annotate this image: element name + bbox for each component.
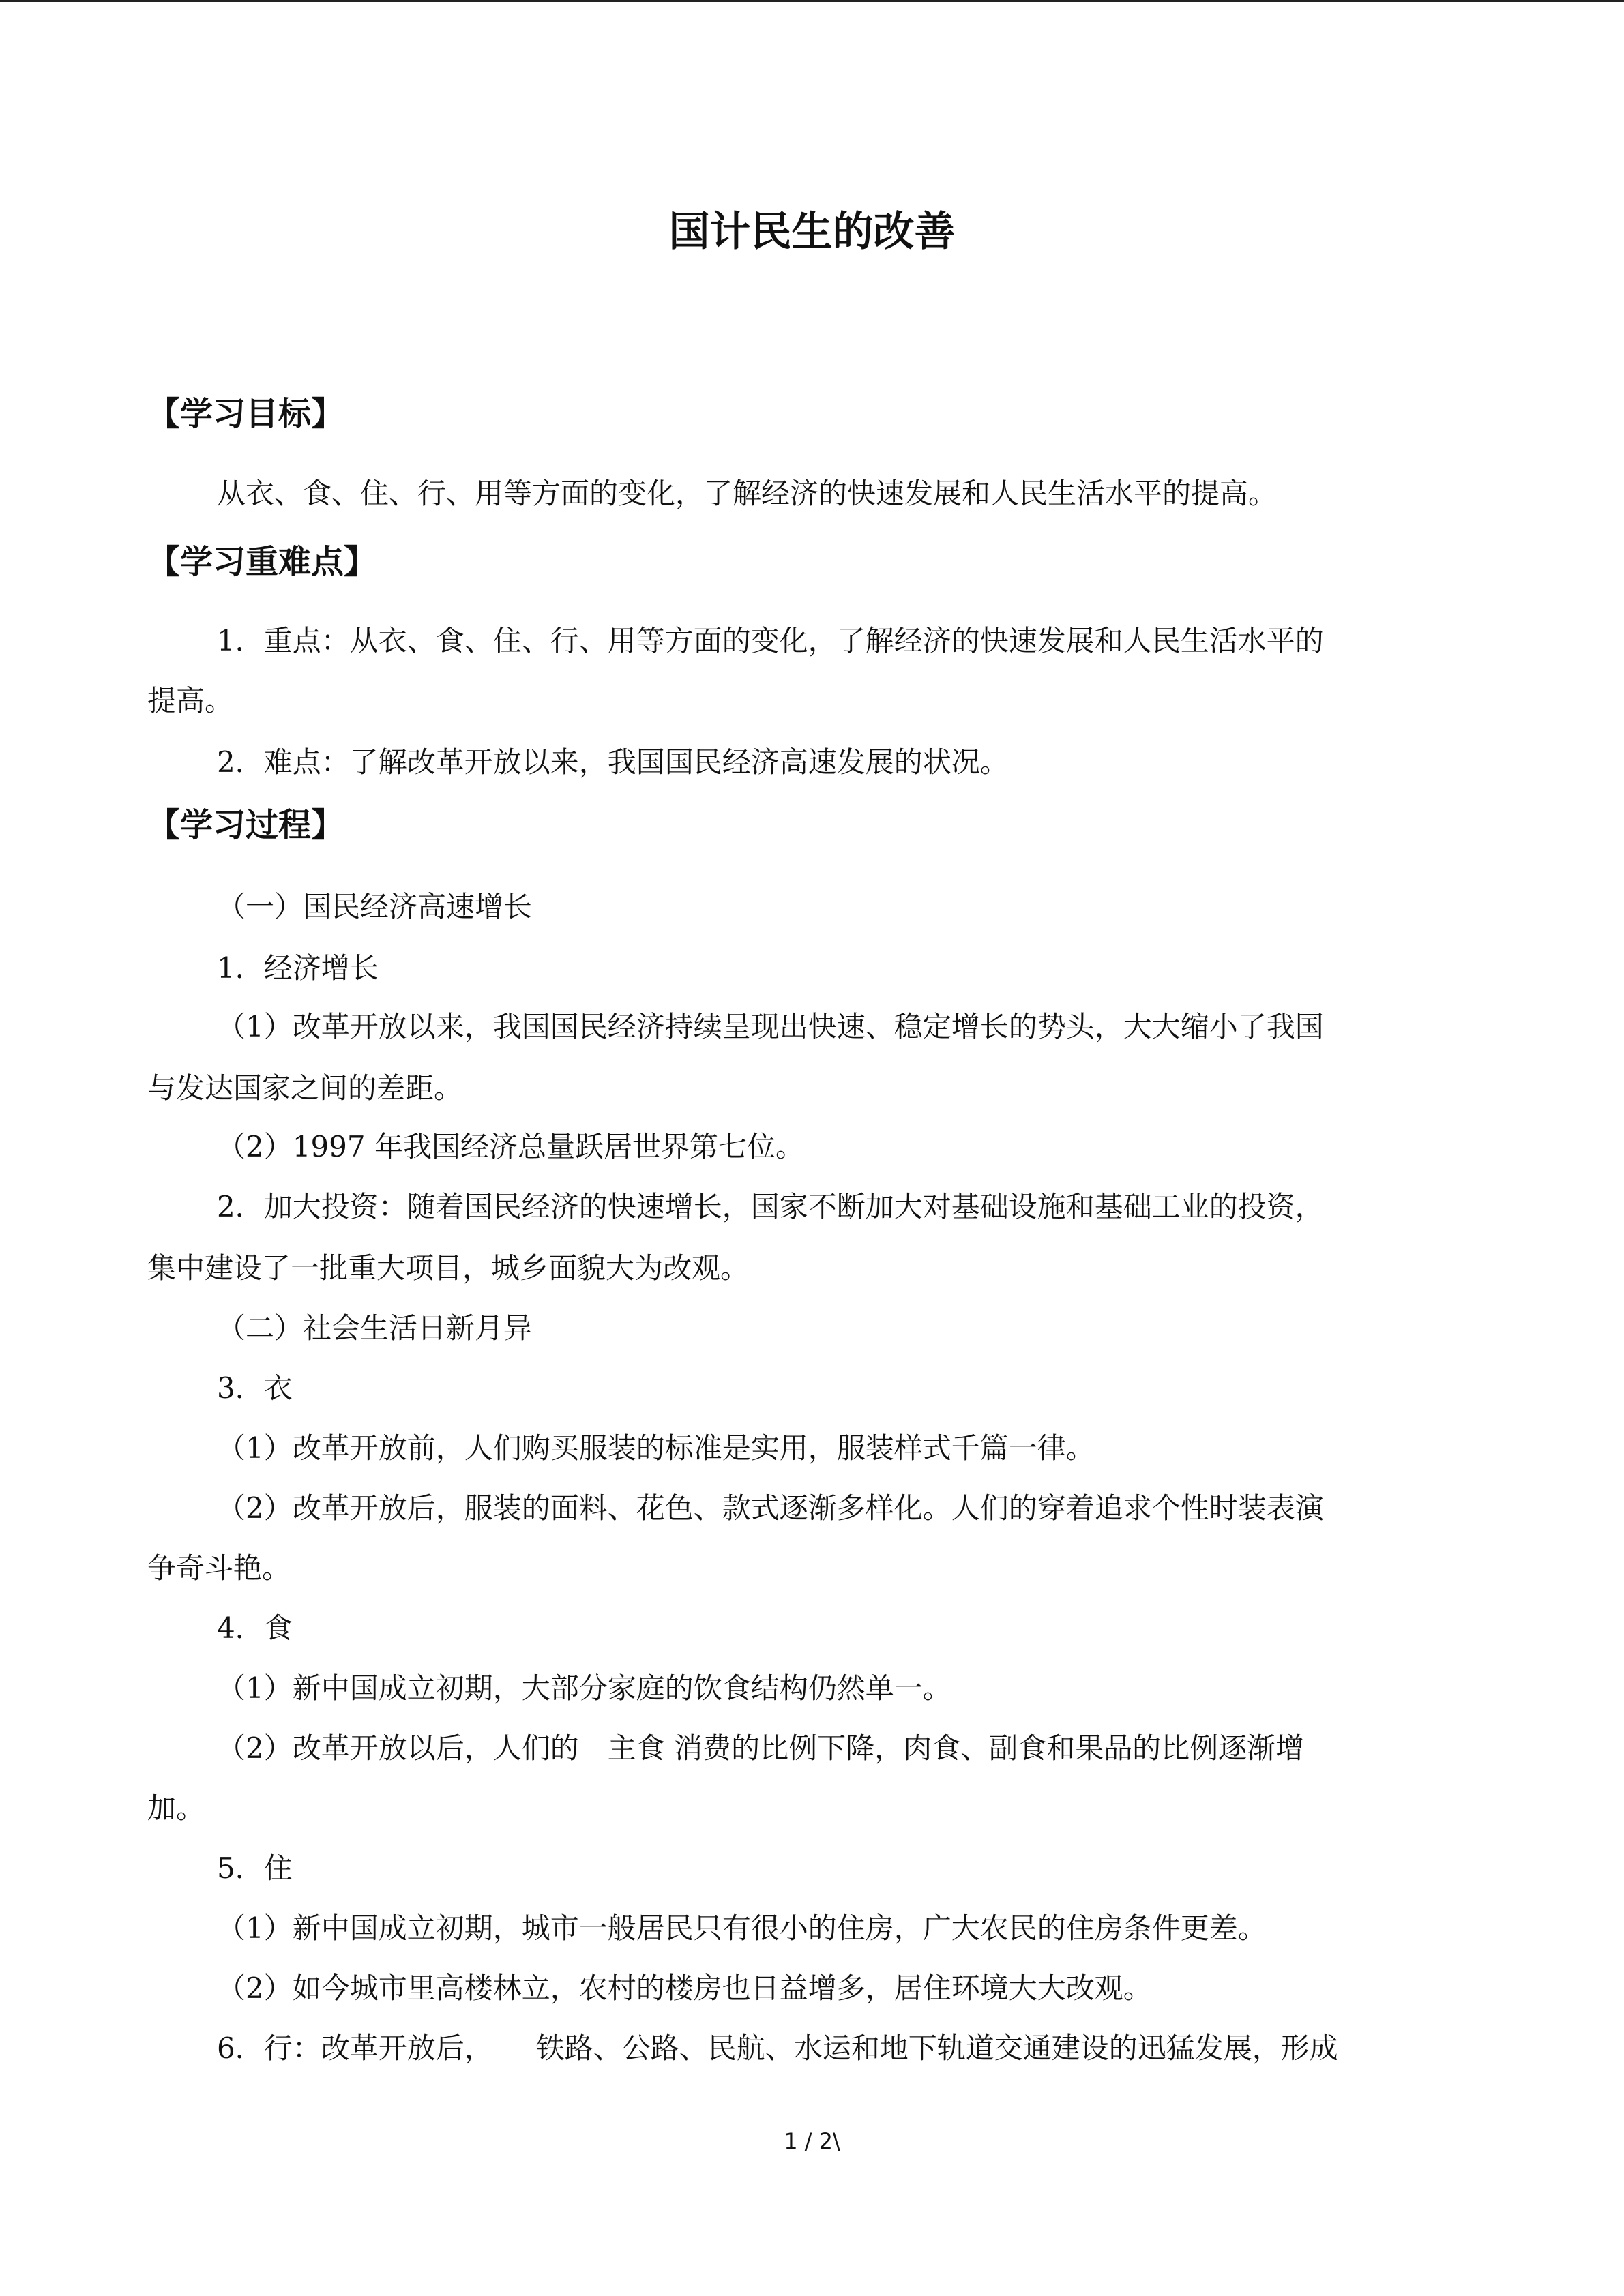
subsection-heading-society: （二）社会生活日新月异 bbox=[217, 1311, 533, 1345]
section-heading-process: 【学习过程】 bbox=[147, 806, 344, 844]
list-item: 3．衣 bbox=[217, 1371, 293, 1405]
paragraph-difficult-point: 2．难点：了解改革开放以来，我国国民经济高速发展的状况。 bbox=[217, 745, 1009, 779]
list-item: 4．食 bbox=[217, 1611, 293, 1645]
list-item: （2）如今城市里高楼林立，农村的楼房也日益增多，居住环境大大改观。 bbox=[217, 1971, 1152, 2005]
list-item: 争奇斗艳。 bbox=[147, 1551, 291, 1585]
list-item: 5．住 bbox=[217, 1851, 293, 1885]
list-item: （1）改革开放前，人们购买服装的标准是实用，服装样式千篇一律。 bbox=[217, 1431, 1095, 1465]
top-border-line bbox=[0, 0, 1624, 2]
list-item: 6．行：改革开放后， 铁路、公路、民航、水运和地下轨道交通建设的迅猛发展，形成 bbox=[217, 2031, 1338, 2065]
section-heading-key-points: 【学习重难点】 bbox=[147, 543, 377, 581]
list-item: 2．加大投资：随着国民经济的快速增长，国家不断加大对基础设施和基础工业的投资， bbox=[217, 1190, 1324, 1223]
page-title: 国计民生的改善 bbox=[668, 208, 956, 256]
subsection-heading-economy: （一）国民经济高速增长 bbox=[217, 890, 533, 923]
list-item: （2）1997 年我国经济总量跃居世界第七位。 bbox=[217, 1130, 804, 1163]
list-item: 集中建设了一批重大项目，城乡面貌大为改观。 bbox=[147, 1251, 750, 1285]
list-item: （2）改革开放后，服装的面料、花色、款式逐渐多样化。人们的穿着追求个性时装表演 bbox=[217, 1491, 1324, 1525]
paragraph-key-point-line: 1．重点：从衣、食、住、行、用等方面的变化，了解经济的快速发展和人民生活水平的 bbox=[217, 624, 1324, 657]
list-item: 1．经济增长 bbox=[217, 951, 379, 985]
list-item: 加。 bbox=[147, 1791, 205, 1825]
section-heading-objectives: 【学习目标】 bbox=[147, 395, 344, 433]
paragraph-objectives: 从衣、食、住、行、用等方面的变化，了解经济的快速发展和人民生活水平的提高。 bbox=[217, 477, 1278, 510]
paragraph-key-point-line: 提高。 bbox=[147, 684, 234, 717]
list-item: （1）新中国成立初期，城市一般居民只有很小的住房，广大农民的住房条件更差。 bbox=[217, 1911, 1267, 1945]
list-item: （1）改革开放以来，我国国民经济持续呈现出快速、稳定增长的势头，大大缩小了我国 bbox=[217, 1010, 1324, 1043]
list-item: （2）改革开放以后，人们的 主食 消费的比例下降，肉食、副食和果品的比例逐渐增 bbox=[217, 1731, 1305, 1765]
page-number: 1 / 2\ bbox=[784, 2128, 840, 2154]
list-item: 与发达国家之间的差距。 bbox=[147, 1071, 463, 1105]
list-item: （1）新中国成立初期，大部分家庭的饮食结构仍然单一。 bbox=[217, 1671, 951, 1705]
